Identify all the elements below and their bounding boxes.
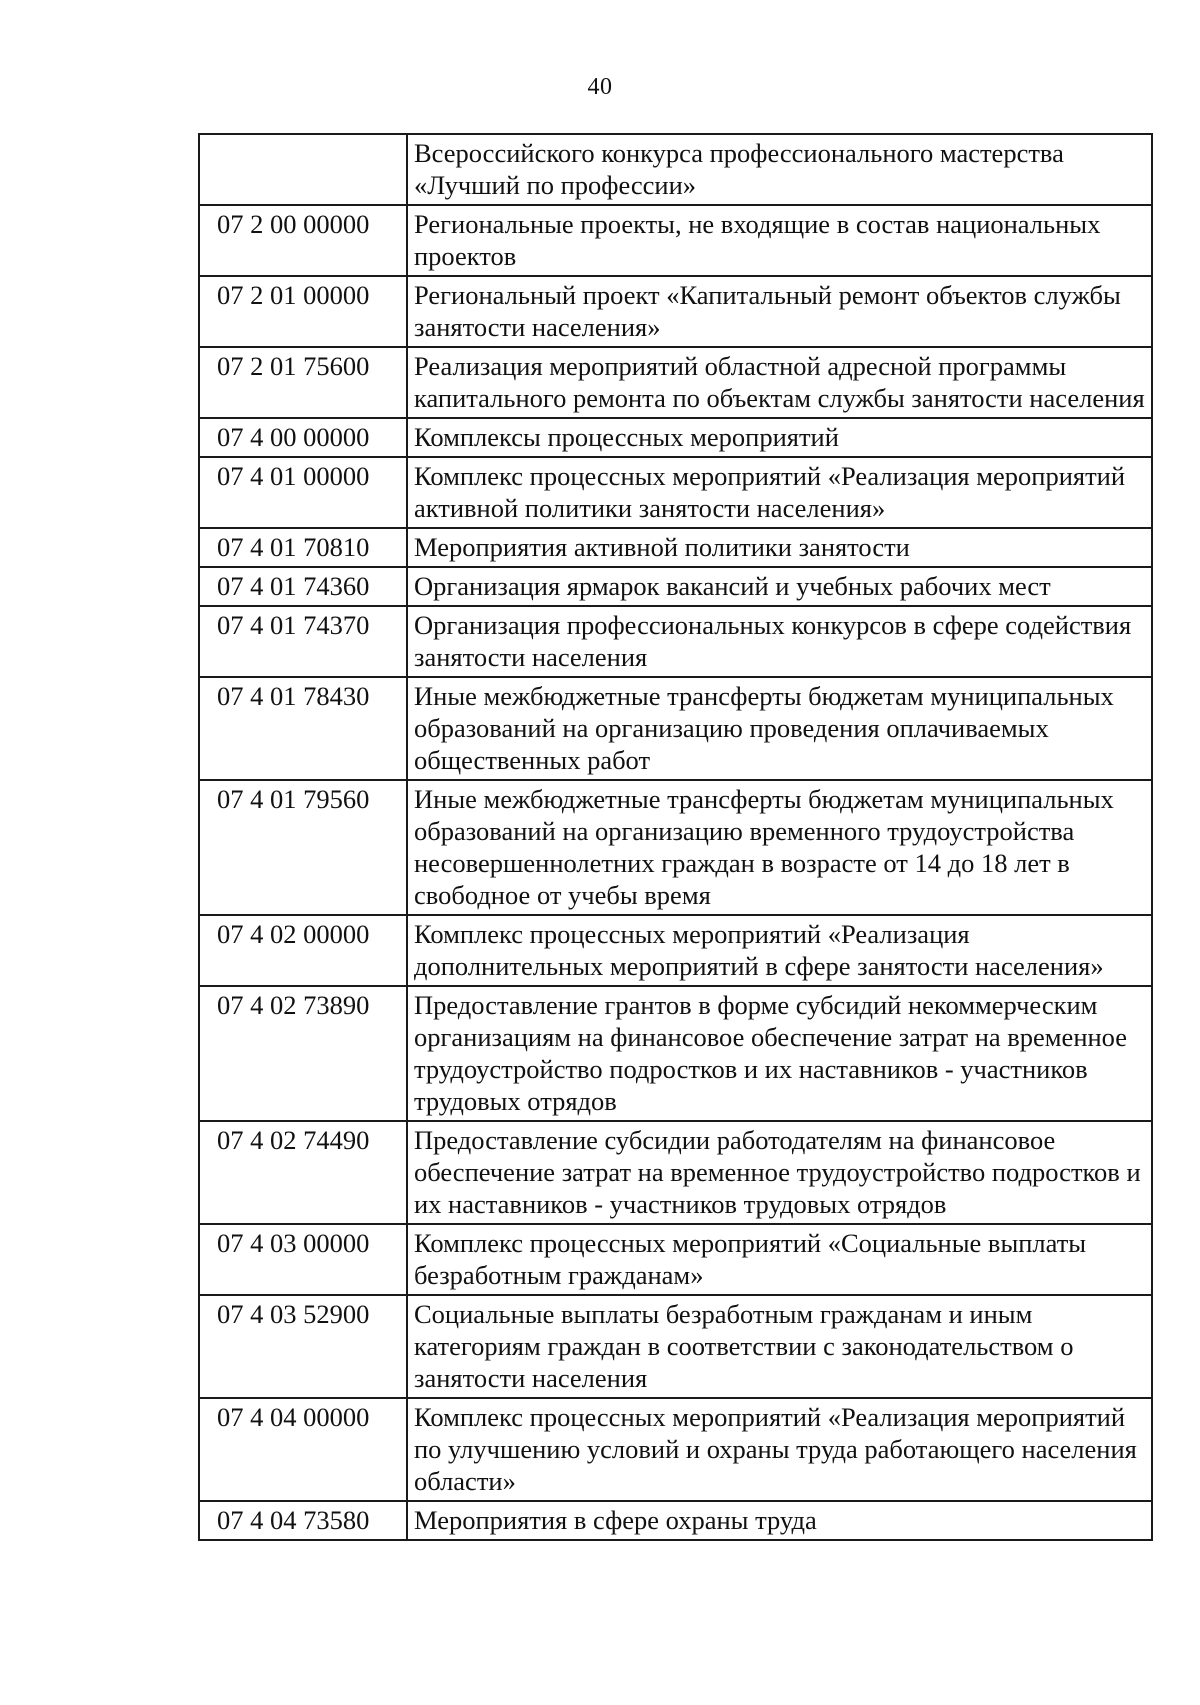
table-row bbox=[199, 1224, 1152, 1295]
row-description: Комплексы процессных мероприятий bbox=[407, 418, 1152, 457]
row-code: 07 4 02 73890 bbox=[199, 986, 407, 1121]
table-row bbox=[199, 1398, 1152, 1501]
table-row bbox=[199, 606, 1152, 677]
row-code: 07 4 01 74370 bbox=[199, 606, 407, 677]
row-description: Социальные выплаты безработным гражданам и иным категориям граждан в соответствии с законодательством о занятости населения bbox=[407, 1295, 1152, 1398]
row-code: 07 4 04 73580 bbox=[199, 1501, 407, 1540]
table-body bbox=[199, 134, 1152, 1540]
row-description: Комплекс процессных мероприятий «Реализация дополнительных мероприятий в сфере занятости населения» bbox=[407, 915, 1152, 986]
row-code: 07 4 01 78430 bbox=[199, 677, 407, 780]
table-row bbox=[199, 986, 1152, 1121]
row-code: 07 4 00 00000 bbox=[199, 418, 407, 457]
row-code bbox=[199, 134, 407, 205]
row-code: 07 4 03 52900 bbox=[199, 1295, 407, 1398]
row-description: Комплекс процессных мероприятий «Социальные выплаты безработным гражданам» bbox=[407, 1224, 1152, 1295]
table-row bbox=[199, 418, 1152, 457]
table-row bbox=[199, 528, 1152, 567]
table-row bbox=[199, 457, 1152, 528]
table-row bbox=[199, 347, 1152, 418]
row-code: 07 2 00 00000 bbox=[199, 205, 407, 276]
table-row bbox=[199, 134, 1152, 205]
table-row bbox=[199, 1295, 1152, 1398]
row-description: Организация профессиональных конкурсов в сфере содействия занятости населения bbox=[407, 606, 1152, 677]
table-row bbox=[199, 205, 1152, 276]
row-description: Предоставление субсидии работодателям на финансовое обеспечение затрат на временное трудоустройство подростков и их наставников - участников трудовых отрядов bbox=[407, 1121, 1152, 1224]
page-number: 40 bbox=[587, 74, 613, 100]
table-row bbox=[199, 1121, 1152, 1224]
row-code: 07 4 01 74360 bbox=[199, 567, 407, 606]
table-row bbox=[199, 677, 1152, 780]
row-code: 07 4 04 00000 bbox=[199, 1398, 407, 1501]
budget-classification-table bbox=[198, 133, 1153, 1541]
row-code: 07 4 02 74490 bbox=[199, 1121, 407, 1224]
row-code: 07 2 01 75600 bbox=[199, 347, 407, 418]
row-code: 07 2 01 00000 bbox=[199, 276, 407, 347]
row-description: Предоставление грантов в форме субсидий некоммерческим организациям на финансовое обеспечение затрат на временное трудоустройство подростков и их наставников - участников трудовых отрядов bbox=[407, 986, 1152, 1121]
row-description: Реализация мероприятий областной адресной программы капитального ремонта по объектам службы занятости населения bbox=[407, 347, 1152, 418]
row-description: Иные межбюджетные трансферты бюджетам муниципальных образований на организацию проведения оплачиваемых общественных работ bbox=[407, 677, 1152, 780]
row-code: 07 4 01 00000 bbox=[199, 457, 407, 528]
table-row bbox=[199, 915, 1152, 986]
row-description: Всероссийского конкурса профессионального мастерства «Лучший по профессии» bbox=[407, 134, 1152, 205]
table-row bbox=[199, 276, 1152, 347]
row-code: 07 4 02 00000 bbox=[199, 915, 407, 986]
row-description: Мероприятия активной политики занятости bbox=[407, 528, 1152, 567]
row-description: Комплекс процессных мероприятий «Реализация мероприятий по улучшению условий и охраны труда работающего населения области» bbox=[407, 1398, 1152, 1501]
table-row bbox=[199, 1501, 1152, 1540]
row-code: 07 4 01 79560 bbox=[199, 780, 407, 915]
table-row bbox=[199, 780, 1152, 915]
table-row bbox=[199, 567, 1152, 606]
row-code: 07 4 03 00000 bbox=[199, 1224, 407, 1295]
row-description: Региональный проект «Капитальный ремонт объектов службы занятости населения» bbox=[407, 276, 1152, 347]
row-description: Комплекс процессных мероприятий «Реализация мероприятий активной политики занятости населения» bbox=[407, 457, 1152, 528]
row-description: Иные межбюджетные трансферты бюджетам муниципальных образований на организацию временного трудоустройства несовершеннолетних граждан в возрасте от 14 до 18 лет в свободное от учебы время bbox=[407, 780, 1152, 915]
row-code: 07 4 01 70810 bbox=[199, 528, 407, 567]
row-description: Региональные проекты, не входящие в состав национальных проектов bbox=[407, 205, 1152, 276]
row-description: Мероприятия в сфере охраны труда bbox=[407, 1501, 1152, 1540]
row-description: Организация ярмарок вакансий и учебных рабочих мест bbox=[407, 567, 1152, 606]
